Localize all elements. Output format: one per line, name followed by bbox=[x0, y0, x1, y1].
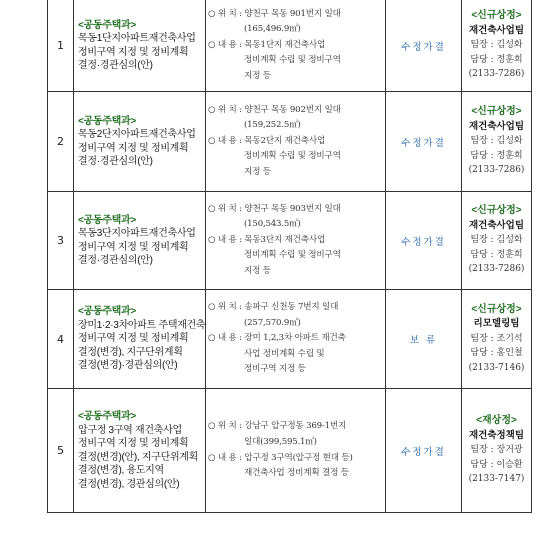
location-line bbox=[208, 202, 385, 218]
review-result: 수정가결 bbox=[386, 92, 462, 192]
content-text: 지정 등 bbox=[244, 70, 271, 81]
content-text: 지정 등 bbox=[244, 265, 271, 276]
team-manager: 팀장 : 김성화 bbox=[470, 40, 523, 51]
phone-number: (2133-7146) bbox=[468, 362, 525, 373]
review-result: 수정가결 bbox=[386, 0, 462, 92]
content-line bbox=[208, 362, 385, 378]
team-name: 재건축사업팀 bbox=[468, 219, 525, 231]
staff-contact: 담당 : 이승환 bbox=[470, 459, 523, 470]
agenda-title-line: 정비구역 지정 및 정비계획 bbox=[78, 438, 189, 449]
agenda-detail-cell bbox=[206, 290, 386, 389]
content-line bbox=[208, 451, 385, 467]
phone-number: (2133-7286) bbox=[468, 165, 525, 176]
content-line bbox=[208, 53, 385, 69]
agenda-title-cell bbox=[74, 389, 206, 513]
location-line bbox=[208, 22, 385, 38]
agenda-title-line: 목동2단지아파트재건축사업 bbox=[78, 129, 196, 140]
submission-status: <재상정> bbox=[476, 415, 517, 427]
content-text: 정비구역 지정 등 bbox=[244, 364, 306, 375]
content-line bbox=[208, 264, 385, 280]
review-result: 수정가결 bbox=[386, 192, 462, 290]
content-line bbox=[208, 134, 385, 150]
agenda-title-line: 목동1단지아파트재건축사업 bbox=[78, 33, 196, 44]
department-contact-cell bbox=[462, 0, 532, 92]
table-row bbox=[48, 0, 532, 92]
content-text: 사업 정비계획 수립 및 bbox=[244, 348, 325, 359]
location-text: (159,252.5㎡) bbox=[244, 120, 301, 131]
agenda-title-line: 정비구역 지정 및 정비계획 bbox=[78, 333, 189, 345]
submission-status: <신규상정> bbox=[471, 205, 522, 217]
department-category: <공동주택과> bbox=[78, 115, 136, 127]
team-manager: 팀장 : 장거광 bbox=[470, 445, 523, 456]
staff-contact: 담당 : 정훈희 bbox=[470, 249, 523, 260]
agenda-title-cell bbox=[74, 290, 206, 389]
agenda-title-line: 장미1·2·3차아파트 주택재건축 bbox=[78, 319, 206, 331]
phone-number: (2133-7147) bbox=[468, 474, 525, 485]
content-text: 압구정 3구역(압구정 현대 등) bbox=[244, 452, 353, 463]
location-label: ○ 위 치 : bbox=[208, 8, 242, 19]
content-text: 지정 등 bbox=[244, 166, 271, 177]
location-line bbox=[208, 7, 385, 23]
content-text: 목동2단지 재건축사업 bbox=[244, 135, 326, 146]
agenda-title-cell bbox=[74, 0, 206, 92]
content-text: 목동1단지 재건축사업 bbox=[244, 39, 326, 50]
agenda-detail-cell bbox=[206, 0, 386, 92]
content-line bbox=[208, 347, 385, 363]
staff-contact: 담당 : 정훈희 bbox=[470, 54, 523, 65]
submission-status: <신규상정> bbox=[471, 10, 522, 22]
agenda-title-line: 정비구역 지정 및 정비계획 bbox=[78, 142, 189, 154]
agenda-detail-cell bbox=[206, 389, 386, 513]
content-line bbox=[208, 331, 385, 347]
department-contact-cell bbox=[462, 389, 532, 513]
location-label: ○ 위 치 : bbox=[208, 302, 242, 313]
location-text: 양천구 목동 902번지 일대 bbox=[244, 104, 341, 115]
agenda-table-body bbox=[48, 0, 532, 513]
agenda-title-line: 결정(변경), 경관심의(안) bbox=[78, 478, 180, 490]
content-text: 재건축사업 정비계획 결정 등 bbox=[244, 468, 349, 479]
content-line bbox=[208, 69, 385, 85]
location-line bbox=[208, 217, 385, 233]
content-line bbox=[208, 233, 385, 249]
department-contact-cell bbox=[462, 290, 532, 389]
content-text: 목동3단지 재건축사업 bbox=[244, 234, 326, 245]
location-text: 강남구 압구정동 369-1번지 bbox=[244, 421, 347, 432]
content-line bbox=[208, 466, 385, 482]
content-text: 정비계획 수립 및 정비구역 bbox=[244, 55, 341, 66]
submission-status: <신규상정> bbox=[471, 106, 522, 118]
table-row bbox=[48, 290, 532, 389]
agenda-title-line: 정비구역 지정 및 정비계획 bbox=[78, 241, 189, 253]
team-manager: 팀장 : 조기석 bbox=[470, 333, 523, 344]
agenda-title-line: 결정(변경), 지구단위계획 bbox=[78, 346, 183, 358]
row-number: 5 bbox=[48, 389, 74, 513]
agenda-table bbox=[47, 0, 532, 513]
agenda-title-line: 결정(변경), 용도지역 bbox=[78, 465, 164, 476]
table-row bbox=[48, 192, 532, 290]
location-text: 송파구 신천동 7번지 일대 bbox=[244, 302, 339, 313]
team-name: 재건축사업팀 bbox=[468, 24, 525, 36]
content-text: 정비계획 수립 및 정비구역 bbox=[244, 250, 341, 261]
location-line bbox=[208, 419, 385, 435]
content-line bbox=[208, 38, 385, 54]
agenda-title-line: 결정·경관심의(안) bbox=[78, 60, 153, 71]
phone-number: (2133-7286) bbox=[468, 264, 525, 275]
department-category: <공동주택과> bbox=[78, 411, 136, 422]
review-result: 수정가결 bbox=[386, 389, 462, 513]
agenda-title-cell bbox=[74, 192, 206, 290]
department-category: <공동주택과> bbox=[78, 19, 136, 31]
content-label: ○ 내 용 : bbox=[208, 135, 242, 146]
team-name: 재건축사업팀 bbox=[468, 120, 525, 132]
agenda-title-cell bbox=[74, 92, 206, 192]
agenda-detail-cell bbox=[206, 92, 386, 192]
department-contact-cell bbox=[462, 92, 532, 192]
agenda-detail-cell bbox=[206, 192, 386, 290]
department-category: <공동주택과> bbox=[78, 306, 136, 318]
content-label: ○ 내 용 : bbox=[208, 234, 242, 245]
location-label: ○ 위 치 : bbox=[208, 421, 242, 432]
content-text: 장미 1,2,3차 아파트 재건축 bbox=[244, 333, 346, 344]
agenda-title-line: 결정(변경)(안), 지구단위계획 bbox=[78, 451, 199, 463]
team-name: 재건축정책팀 bbox=[468, 429, 525, 441]
location-text: (150,543.5㎡) bbox=[244, 219, 301, 230]
location-text: (257,570.9㎡) bbox=[244, 317, 301, 328]
content-label: ○ 내 용 : bbox=[208, 452, 242, 463]
review-result: 보 류 bbox=[386, 290, 462, 389]
team-name: 리모델링팀 bbox=[473, 318, 520, 330]
location-line bbox=[208, 435, 385, 451]
location-line bbox=[208, 118, 385, 134]
location-label: ○ 위 치 : bbox=[208, 203, 242, 214]
table-row bbox=[48, 389, 532, 513]
row-number: 2 bbox=[48, 92, 74, 192]
agenda-title-line: 결정·경관심의(안) bbox=[78, 255, 153, 266]
agenda-title-line: 압구정 3구역 재건축사업 bbox=[78, 424, 182, 436]
location-line bbox=[208, 300, 385, 316]
location-text: (165,496.9㎡) bbox=[244, 24, 301, 35]
submission-status: <신규상정> bbox=[471, 303, 522, 315]
content-label: ○ 내 용 : bbox=[208, 39, 242, 50]
location-line bbox=[208, 103, 385, 119]
table-row bbox=[48, 92, 532, 192]
phone-number: (2133-7286) bbox=[468, 69, 525, 80]
location-text: 양천구 목동 901번지 일대 bbox=[244, 8, 341, 19]
location-line bbox=[208, 316, 385, 332]
department-contact-cell bbox=[462, 192, 532, 290]
location-label: ○ 위 치 : bbox=[208, 104, 242, 115]
content-line bbox=[208, 248, 385, 264]
staff-contact: 담당 : 정훈희 bbox=[470, 150, 523, 161]
agenda-title-line: 정비구역 지정 및 정비계획 bbox=[78, 46, 189, 58]
row-number: 1 bbox=[48, 0, 74, 92]
content-line bbox=[208, 149, 385, 165]
content-label: ○ 내 용 : bbox=[208, 333, 242, 344]
content-line bbox=[208, 165, 385, 181]
location-text: 일대(399,595.1㎡) bbox=[244, 436, 317, 447]
location-text: 양천구 목동 903번지 일대 bbox=[244, 203, 341, 214]
staff-contact: 담당 : 홍인철 bbox=[470, 348, 523, 359]
agenda-title-line: 결정(변경)·경관심의(안) bbox=[78, 360, 178, 372]
row-number: 3 bbox=[48, 192, 74, 290]
content-text: 정비계획 수립 및 정비구역 bbox=[244, 151, 341, 162]
department-category: <공동주택과> bbox=[78, 214, 136, 226]
agenda-title-line: 결정·경관심의(안) bbox=[78, 156, 153, 167]
agenda-title-line: 목동3단지아파트재건축사업 bbox=[78, 228, 196, 239]
row-number: 4 bbox=[48, 290, 74, 389]
team-manager: 팀장 : 김성화 bbox=[470, 235, 523, 246]
team-manager: 팀장 : 김성화 bbox=[470, 136, 523, 147]
